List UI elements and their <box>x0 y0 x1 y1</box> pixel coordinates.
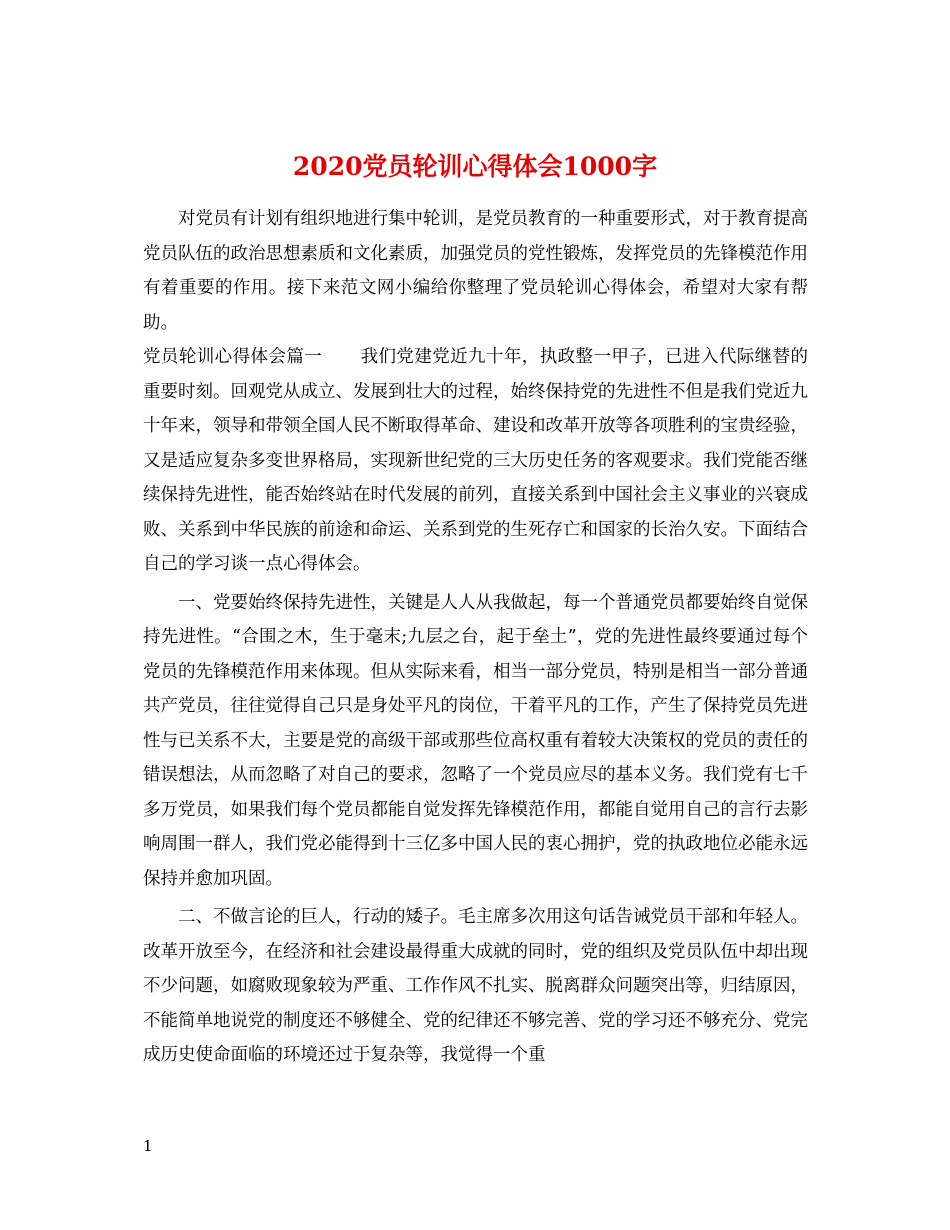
chapter-body-text: 我们党建党近九十年，执政整一甲子，已进入代际继替的重要时刻。回观党从成立、发展到壮大的过程，始终保持党的先进性不但是我们党近九十年来，领导和带领全国人民不断取得革命、建设和改革开放等各项胜利的宝贵经验，又是适应复杂多变世界格局，实现新世纪党的三大历史任务的客观要求。我们党能否继续保持先进性，能否始终站在时代发展的前列，直接关系到中国社会主义事业的兴衰成败、关系到中华民族的前途和命运、关系到党的生死存亡和国家的长治久安。下面结合自己的学习谈一点心得体会。 <box>143 347 809 574</box>
document-body <box>143 202 808 1073</box>
intro-paragraph: 对党员有计划有组织地进行集中轮训，是党员教育的一种重要形式，对于教育提高党员队伍的政治思想素质和文化素质，加强党员的党性锻炼，发挥党员的先锋模范作用有着重要的作用。接下来范文网小编给你整理了党员轮训心得体会，希望对大家有帮助。 <box>143 209 808 333</box>
chapter-paragraph <box>143 340 808 582</box>
page-number: 1 <box>143 1137 153 1155</box>
point-one-paragraph: 一、党要始终保持先进性，关键是人人从我做起，每一个普通党员都要始终自觉保持先进性。“合围之木，生于毫末;九层之台，起于垒土”，党的先进性最终要通过每个党员的先锋模范作用来体现。但从实际来看，相当一部分党员，特别是相当一部分普通共产党员，往往觉得自己只是身处平凡的岗位，干着平凡的工作，产生了保持党员先进性与已关系不大，主要是党的高级干部或那些位高权重有着较大决策权的党员的责任的错误想法，从而忽略了对自己的要求，忽略了一个党员应尽的基本义务。我们党有七千多万党员，如果我们每个党员都能自觉发挥先锋模范作用，都能自觉用自己的言行去影响周围一群人，我们党必能得到十三亿多中国人民的衷心拥护，党的执政地位必能永远保持并愈加巩固。 <box>143 592 808 889</box>
point-two-paragraph: 二、不做言论的巨人，行动的矮子。毛主席多次用这句话告诫党员干部和年轻人。改革开放至今，在经济和社会建设最得重大成就的同时，党的组织及党员队伍中却出现不少问题，如腐败现象较为严重、工作作风不扎实、脱离群众问题突出等，归结原因，不能简单地说党的制度还不够健全、党的纪律还不够完善、党的学习还不够充分、党完成历史使命面临的环境还过于复杂等，我觉得一个重 <box>143 907 808 1065</box>
document-title: 2020党员轮训心得体会1000字 <box>292 151 658 181</box>
chapter-heading: 党员轮训心得体会篇一 <box>143 347 323 367</box>
